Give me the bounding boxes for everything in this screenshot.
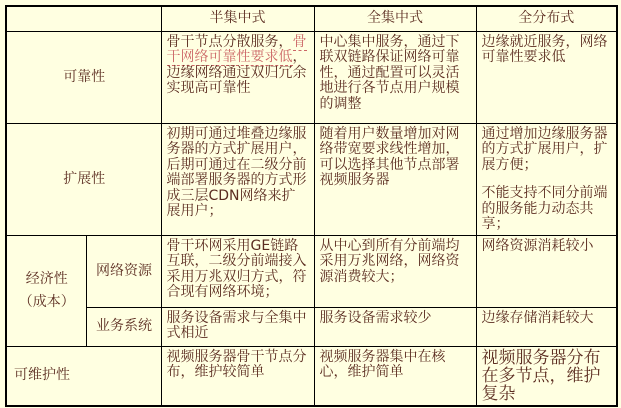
cell-scalability-central: 随着用户数量增加对网络带宽要求线性增加，可以选择其他节点部署视频服务器 <box>314 123 476 235</box>
row-label-scalability: 扩展性 <box>6 123 161 235</box>
cell-reliability-central: 中心集中服务，通过下联双链路保证网络可靠性，通过配置可以灵活地进行各节点用户规模的调整 <box>314 31 476 123</box>
corner-cell <box>6 6 161 31</box>
reliability-semi-text-pre: 骨干节点分散服务， <box>166 33 293 50</box>
cell-reliability-semi <box>161 31 314 123</box>
cell-network-central: 从中心到所有分前端均采用万兆网络，网络资源消费较大； <box>314 235 476 307</box>
reliability-highlight-term: 骨干网络可靠性要求低 <box>166 33 307 65</box>
col-header-semi-centralized: 半集中式 <box>161 6 314 31</box>
row-maintainability <box>6 346 617 406</box>
scalability-distributed-paragraph-1: 通过增加边缘服务器的方式扩展用户，扩展方便； <box>481 125 608 173</box>
cell-business-distributed: 边缘存储消耗较大 <box>476 307 617 346</box>
cell-maintainability-central: 视频服务器集中在核心，维护简单 <box>314 346 476 406</box>
economy-label-line2: （成本） <box>18 293 75 310</box>
cell-reliability-distributed: 边缘就近服务，网络可靠性要求低 <box>476 31 617 123</box>
row-label-economy-cost <box>6 235 86 346</box>
cell-scalability-distributed <box>476 123 617 235</box>
cell-network-distributed: 网络资源消耗较小 <box>476 235 617 307</box>
row-reliability <box>6 31 617 123</box>
col-header-fully-distributed: 全分布式 <box>476 6 617 31</box>
cell-business-central: 服务设备需求较少 <box>314 307 476 346</box>
row-label-network-resources: 网络资源 <box>86 235 161 307</box>
row-economy-business <box>6 307 617 346</box>
cell-maintainability-semi: 视频服务器骨干节点分布，维护较简单 <box>161 346 314 406</box>
cell-network-semi: 骨干环网采用GE链路互联，二级分前端接入采用万兆双归方式，符合现有网络环境； <box>161 235 314 307</box>
row-label-reliability: 可靠性 <box>6 31 161 123</box>
row-label-maintainability: 可维护性 <box>6 346 161 406</box>
cell-business-semi: 服务设备需求与全集中式相近 <box>161 307 314 346</box>
row-scalability <box>6 123 617 235</box>
row-label-business-system: 业务系统 <box>86 307 161 346</box>
economy-label-line1: 经济性 <box>25 271 68 287</box>
reliability-semi-text-post: ，边缘网络通过双归冗余实现高可靠性 <box>166 49 307 96</box>
col-header-fully-centralized: 全集中式 <box>314 6 476 31</box>
scalability-distributed-paragraph-2: 不能支持不同分前端的服务能力动态共享； <box>481 185 608 232</box>
header-row <box>6 6 617 31</box>
cell-maintainability-distributed: 视频服务器分布在多节点，维护复杂 <box>476 346 617 406</box>
cell-scalability-semi: 初期可通过堆叠边缘服务器的方式扩展用户，后期可通过在二级分前端部署服务器的方式形成三层CDN网络来扩展用户； <box>161 123 314 235</box>
comparison-table <box>5 5 618 407</box>
row-economy-network <box>6 235 617 307</box>
